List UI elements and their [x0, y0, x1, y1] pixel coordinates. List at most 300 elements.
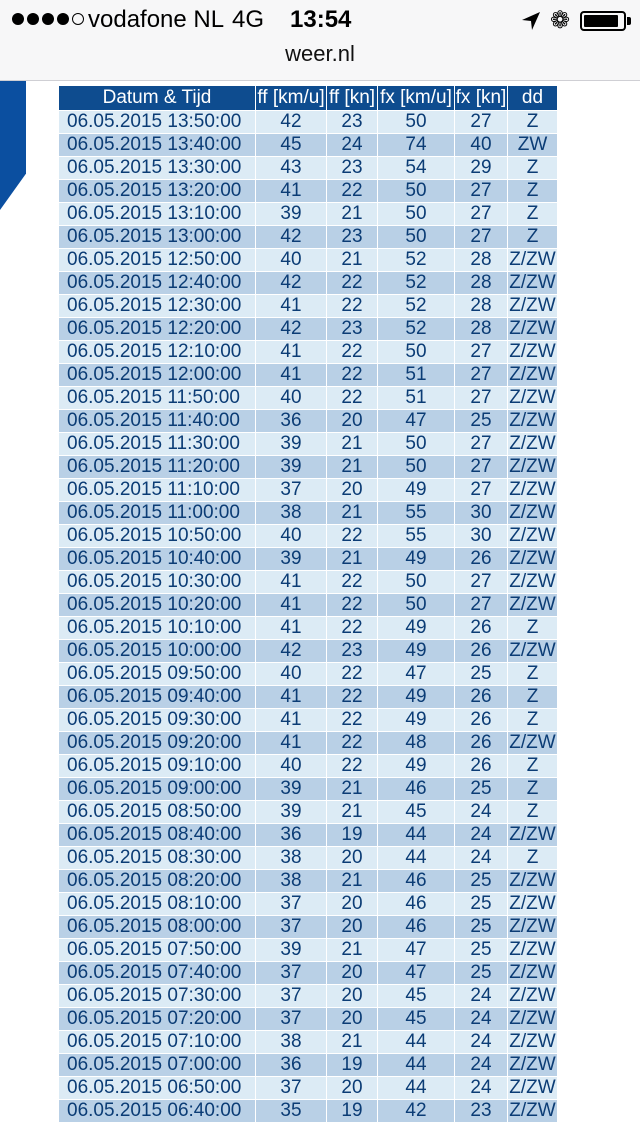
cell-direction: Z/ZW — [509, 272, 556, 293]
cell-fx-kmh: 47 — [378, 410, 455, 433]
cell-ff-kn: 20 — [327, 962, 378, 985]
cell-fx-kn: 24 — [455, 824, 508, 847]
cell-ff-kn: 23 — [327, 157, 378, 180]
cell-datetime: 06.05.2015 11:00:00 — [59, 502, 256, 525]
cell-fx-kn: 27 — [455, 226, 508, 249]
cell-datetime: 06.05.2015 13:00:00 — [59, 226, 256, 249]
cell-fx-kn: 26 — [455, 755, 508, 778]
cell-ff-kmh: 38 — [256, 870, 327, 893]
cell-ff-kmh: 40 — [256, 387, 327, 410]
cell-fx-kmh: 44 — [378, 1077, 455, 1100]
column-header-datetime: Datum & Tijd — [59, 86, 256, 111]
wind-data-table-container — [58, 85, 558, 1123]
cell-fx-kn: 24 — [455, 1031, 508, 1054]
cell-ff-kn: 22 — [327, 341, 378, 364]
network-type: 4G — [232, 6, 265, 33]
table-row — [59, 939, 558, 962]
table-row — [59, 134, 558, 157]
cell-ff-kn: 20 — [327, 410, 378, 433]
cell-fx-kn: 26 — [455, 617, 508, 640]
cell-fx-kn: 27 — [455, 594, 508, 617]
cell-direction: Z/ZW — [509, 525, 556, 546]
cell-ff-kn: 22 — [327, 272, 378, 295]
cell-direction: ZW — [508, 134, 558, 157]
signal-strength-icon — [12, 13, 84, 25]
cell-datetime: 06.05.2015 09:40:00 — [59, 686, 256, 709]
cell-fx-kn: 24 — [455, 1077, 508, 1100]
decorative-side-banner — [0, 80, 26, 210]
cell-datetime: 06.05.2015 12:50:00 — [59, 249, 256, 272]
cell-ff-kmh: 35 — [256, 1100, 327, 1123]
cell-fx-kmh: 48 — [378, 732, 455, 755]
cell-ff-kn: 22 — [327, 525, 378, 548]
cell-fx-kmh: 45 — [378, 1008, 455, 1031]
cell-datetime: 06.05.2015 12:10:00 — [59, 341, 256, 364]
cell-fx-kn: 24 — [455, 1008, 508, 1031]
cell-fx-kn: 27 — [455, 456, 508, 479]
cell-fx-kmh: 54 — [378, 157, 455, 180]
table-row — [59, 663, 558, 686]
cell-datetime: 06.05.2015 13:10:00 — [59, 203, 256, 226]
cell-ff-kmh: 41 — [256, 686, 327, 709]
cell-ff-kn: 22 — [327, 732, 378, 755]
table-row — [59, 249, 558, 272]
cell-datetime: 06.05.2015 09:30:00 — [59, 709, 256, 732]
cell-fx-kmh: 50 — [378, 226, 455, 249]
cell-datetime: 06.05.2015 11:40:00 — [59, 410, 256, 433]
cell-ff-kmh: 45 — [256, 134, 327, 157]
cell-fx-kmh: 49 — [378, 686, 455, 709]
cell-direction: Z — [508, 111, 558, 134]
cell-datetime: 06.05.2015 10:10:00 — [59, 617, 256, 640]
cell-fx-kmh: 50 — [378, 571, 455, 594]
cell-datetime: 06.05.2015 07:00:00 — [59, 1054, 256, 1077]
cell-datetime: 06.05.2015 10:40:00 — [59, 548, 256, 571]
cell-ff-kmh: 41 — [256, 341, 327, 364]
cell-ff-kn: 24 — [327, 134, 378, 157]
cell-fx-kn: 27 — [455, 341, 508, 364]
cell-direction: Z/ZW — [509, 893, 556, 914]
cell-ff-kn: 21 — [327, 433, 378, 456]
cell-datetime: 06.05.2015 11:10:00 — [59, 479, 256, 502]
cell-fx-kn: 26 — [455, 640, 508, 663]
cell-fx-kn: 25 — [455, 663, 508, 686]
cell-direction: Z/ZW — [509, 295, 556, 316]
cell-ff-kmh: 38 — [256, 502, 327, 525]
table-row — [59, 180, 558, 203]
table-row — [59, 1031, 558, 1054]
cell-direction: Z — [508, 617, 558, 640]
cell-fx-kn: 28 — [455, 272, 508, 295]
cell-fx-kmh: 44 — [378, 847, 455, 870]
table-row — [59, 824, 558, 847]
cell-direction: Z/ZW — [509, 1031, 556, 1052]
cell-ff-kmh: 41 — [256, 709, 327, 732]
cell-fx-kmh: 50 — [378, 341, 455, 364]
cell-fx-kn: 23 — [455, 1100, 508, 1123]
table-row — [59, 433, 558, 456]
cell-direction: Z/ZW — [509, 1100, 556, 1121]
cell-ff-kmh: 37 — [256, 479, 327, 502]
cell-datetime: 06.05.2015 13:50:00 — [59, 111, 256, 134]
cell-fx-kn: 30 — [455, 525, 508, 548]
cell-ff-kmh: 36 — [256, 824, 327, 847]
table-row — [59, 548, 558, 571]
table-row — [59, 640, 558, 663]
cell-ff-kn: 22 — [327, 709, 378, 732]
browser-top-bar — [0, 0, 640, 81]
cell-ff-kmh: 39 — [256, 433, 327, 456]
table-row — [59, 594, 558, 617]
status-time: 13:54 — [290, 6, 352, 33]
cell-fx-kn: 24 — [455, 985, 508, 1008]
cell-direction: Z/ZW — [509, 939, 556, 960]
cell-direction: Z — [508, 203, 558, 226]
cell-fx-kn: 28 — [455, 318, 508, 341]
signal-dot — [42, 13, 54, 25]
table-row — [59, 893, 558, 916]
cell-fx-kn: 28 — [455, 249, 508, 272]
cell-ff-kn: 21 — [327, 939, 378, 962]
cell-datetime: 06.05.2015 09:00:00 — [59, 778, 256, 801]
cell-ff-kmh: 42 — [256, 111, 327, 134]
cell-direction: Z/ZW — [509, 318, 556, 339]
cell-direction: Z/ZW — [509, 640, 556, 661]
cell-fx-kmh: 44 — [378, 1031, 455, 1054]
cell-direction: Z/ZW — [509, 502, 556, 523]
cell-datetime: 06.05.2015 08:40:00 — [59, 824, 256, 847]
cell-fx-kmh: 46 — [378, 778, 455, 801]
cell-ff-kmh: 37 — [256, 1077, 327, 1100]
cell-direction: Z/ZW — [509, 456, 556, 477]
table-row — [59, 962, 558, 985]
cell-ff-kmh: 37 — [256, 916, 327, 939]
cell-ff-kn: 23 — [327, 111, 378, 134]
table-row — [59, 1008, 558, 1031]
cell-ff-kn: 22 — [327, 755, 378, 778]
battery-tip — [627, 17, 631, 25]
cell-fx-kmh: 46 — [378, 893, 455, 916]
cell-ff-kmh: 40 — [256, 755, 327, 778]
cell-fx-kmh: 49 — [378, 709, 455, 732]
cell-fx-kn: 30 — [455, 502, 508, 525]
cell-fx-kn: 27 — [455, 111, 508, 134]
cell-ff-kn: 22 — [327, 663, 378, 686]
cell-datetime: 06.05.2015 08:50:00 — [59, 801, 256, 824]
table-row — [59, 272, 558, 295]
cell-datetime: 06.05.2015 09:50:00 — [59, 663, 256, 686]
table-row — [59, 709, 558, 732]
cell-fx-kn: 24 — [455, 801, 508, 824]
cell-fx-kn: 25 — [455, 939, 508, 962]
cell-direction: Z/ZW — [509, 985, 556, 1006]
cell-ff-kn: 22 — [327, 387, 378, 410]
cell-fx-kn: 27 — [455, 180, 508, 203]
cell-ff-kn: 22 — [327, 594, 378, 617]
cell-direction: Z — [508, 778, 558, 801]
cell-direction: Z — [508, 663, 558, 686]
table-row — [59, 686, 558, 709]
cell-fx-kmh: 55 — [378, 525, 455, 548]
cell-ff-kn: 19 — [327, 1054, 378, 1077]
table-row — [59, 157, 558, 180]
cell-ff-kn: 21 — [327, 870, 378, 893]
cell-direction: Z/ZW — [509, 387, 556, 408]
table-row — [59, 571, 558, 594]
cell-ff-kmh: 40 — [256, 663, 327, 686]
cell-datetime: 06.05.2015 13:30:00 — [59, 157, 256, 180]
cell-direction: Z/ZW — [509, 1077, 556, 1098]
table-row — [59, 732, 558, 755]
cell-datetime: 06.05.2015 11:50:00 — [59, 387, 256, 410]
table-row — [59, 1054, 558, 1077]
cell-ff-kmh: 39 — [256, 548, 327, 571]
cell-datetime: 06.05.2015 13:20:00 — [59, 180, 256, 203]
cell-fx-kmh: 50 — [378, 180, 455, 203]
location-arrow-icon — [520, 10, 542, 32]
table-row — [59, 1100, 558, 1123]
cell-ff-kn: 22 — [327, 180, 378, 203]
cell-fx-kmh: 49 — [378, 617, 455, 640]
cell-fx-kn: 27 — [455, 571, 508, 594]
cell-fx-kmh: 52 — [378, 318, 455, 341]
cell-ff-kmh: 39 — [256, 778, 327, 801]
signal-dot — [57, 13, 69, 25]
cell-ff-kn: 23 — [327, 640, 378, 663]
cell-direction: Z — [508, 686, 558, 709]
column-header-direction: dd — [508, 86, 558, 111]
cell-ff-kn: 20 — [327, 985, 378, 1008]
column-header-fx-kmh: fx [km/u] — [378, 86, 455, 111]
cell-fx-kn: 25 — [455, 962, 508, 985]
cell-fx-kn: 25 — [455, 778, 508, 801]
cell-ff-kmh: 43 — [256, 157, 327, 180]
url-bar[interactable]: weer.nl — [285, 41, 355, 66]
cell-fx-kmh: 45 — [378, 985, 455, 1008]
cell-fx-kmh: 50 — [378, 594, 455, 617]
status-bar — [0, 0, 640, 40]
cell-datetime: 06.05.2015 07:20:00 — [59, 1008, 256, 1031]
cell-ff-kn: 20 — [327, 479, 378, 502]
cell-fx-kmh: 44 — [378, 1054, 455, 1077]
cell-fx-kmh: 47 — [378, 939, 455, 962]
cell-ff-kmh: 39 — [256, 456, 327, 479]
cell-datetime: 06.05.2015 08:30:00 — [59, 847, 256, 870]
cell-ff-kmh: 42 — [256, 272, 327, 295]
cell-direction: Z — [508, 709, 558, 732]
wind-data-table — [58, 85, 558, 1123]
cell-ff-kmh: 39 — [256, 939, 327, 962]
cell-ff-kn: 23 — [327, 318, 378, 341]
cell-fx-kn: 26 — [455, 548, 508, 571]
cell-direction: Z — [508, 180, 558, 203]
cell-fx-kn: 29 — [455, 157, 508, 180]
table-row — [59, 502, 558, 525]
cell-fx-kmh: 74 — [378, 134, 455, 157]
cell-datetime: 06.05.2015 09:10:00 — [59, 755, 256, 778]
cell-ff-kn: 21 — [327, 203, 378, 226]
cell-fx-kmh: 47 — [378, 663, 455, 686]
cell-ff-kmh: 37 — [256, 985, 327, 1008]
cell-fx-kn: 28 — [455, 295, 508, 318]
cell-datetime: 06.05.2015 07:10:00 — [59, 1031, 256, 1054]
cell-ff-kn: 21 — [327, 502, 378, 525]
column-header-ff-kn: ff [kn] — [327, 86, 378, 111]
table-row — [59, 801, 558, 824]
cell-ff-kmh: 42 — [256, 318, 327, 341]
table-row — [59, 410, 558, 433]
signal-dot — [27, 13, 39, 25]
cell-direction: Z/ZW — [509, 1054, 556, 1075]
table-row — [59, 985, 558, 1008]
cell-fx-kmh: 49 — [378, 755, 455, 778]
cell-ff-kmh: 39 — [256, 203, 327, 226]
cell-direction: Z/ZW — [509, 410, 556, 431]
cell-ff-kn: 22 — [327, 364, 378, 387]
cell-ff-kn: 23 — [327, 226, 378, 249]
table-row — [59, 318, 558, 341]
cell-direction: Z — [508, 755, 558, 778]
cell-direction: Z/ZW — [509, 571, 556, 592]
cell-ff-kmh: 38 — [256, 847, 327, 870]
cell-datetime: 06.05.2015 10:30:00 — [59, 571, 256, 594]
signal-dot — [12, 13, 24, 25]
cell-direction: Z/ZW — [509, 824, 556, 845]
cell-ff-kn: 21 — [327, 456, 378, 479]
cell-datetime: 06.05.2015 08:00:00 — [59, 916, 256, 939]
table-row — [59, 364, 558, 387]
table-row — [59, 341, 558, 364]
cell-ff-kmh: 37 — [256, 1008, 327, 1031]
table-row — [59, 295, 558, 318]
cell-datetime: 06.05.2015 08:20:00 — [59, 870, 256, 893]
table-row — [59, 1077, 558, 1100]
cell-fx-kmh: 52 — [378, 249, 455, 272]
cell-ff-kmh: 41 — [256, 594, 327, 617]
cell-ff-kmh: 41 — [256, 364, 327, 387]
cell-datetime: 06.05.2015 11:30:00 — [59, 433, 256, 456]
cell-ff-kmh: 41 — [256, 732, 327, 755]
table-header-row — [59, 86, 558, 111]
cell-direction: Z — [508, 157, 558, 180]
cell-fx-kn: 24 — [455, 847, 508, 870]
cell-ff-kmh: 40 — [256, 525, 327, 548]
table-row — [59, 847, 558, 870]
cell-direction: Z/ZW — [509, 916, 556, 937]
cell-ff-kmh: 38 — [256, 1031, 327, 1054]
cell-ff-kmh: 39 — [256, 801, 327, 824]
cell-direction: Z/ZW — [509, 364, 556, 385]
cell-fx-kn: 27 — [455, 433, 508, 456]
cell-ff-kmh: 41 — [256, 180, 327, 203]
cell-fx-kn: 26 — [455, 732, 508, 755]
table-row — [59, 111, 558, 134]
cell-ff-kmh: 42 — [256, 226, 327, 249]
table-row — [59, 778, 558, 801]
cell-ff-kn: 21 — [327, 801, 378, 824]
battery-level — [584, 15, 618, 27]
cell-fx-kn: 27 — [455, 364, 508, 387]
table-row — [59, 525, 558, 548]
cell-datetime: 06.05.2015 08:10:00 — [59, 893, 256, 916]
bluetooth-icon: ❁ — [550, 7, 571, 34]
cell-ff-kn: 21 — [327, 548, 378, 571]
cell-datetime: 06.05.2015 06:40:00 — [59, 1100, 256, 1123]
cell-fx-kmh: 50 — [378, 433, 455, 456]
signal-dot — [72, 13, 84, 25]
cell-datetime: 06.05.2015 10:20:00 — [59, 594, 256, 617]
cell-ff-kmh: 42 — [256, 640, 327, 663]
table-body — [59, 111, 558, 1123]
cell-fx-kn: 25 — [455, 916, 508, 939]
cell-direction: Z/ZW — [509, 479, 556, 500]
table-row — [59, 916, 558, 939]
table-row — [59, 387, 558, 410]
cell-ff-kmh: 40 — [256, 249, 327, 272]
cell-datetime: 06.05.2015 11:20:00 — [59, 456, 256, 479]
column-header-ff-kmh: ff [km/u] — [256, 86, 327, 111]
cell-ff-kn: 22 — [327, 295, 378, 318]
cell-direction: Z/ZW — [509, 870, 556, 891]
cell-fx-kmh: 45 — [378, 801, 455, 824]
cell-ff-kn: 20 — [327, 1077, 378, 1100]
cell-datetime: 06.05.2015 07:50:00 — [59, 939, 256, 962]
cell-ff-kn: 22 — [327, 571, 378, 594]
table-row — [59, 479, 558, 502]
cell-fx-kmh: 42 — [378, 1100, 455, 1123]
cell-fx-kn: 25 — [455, 893, 508, 916]
cell-datetime: 06.05.2015 07:40:00 — [59, 962, 256, 985]
cell-datetime: 06.05.2015 12:30:00 — [59, 295, 256, 318]
cell-fx-kmh: 50 — [378, 203, 455, 226]
table-row — [59, 617, 558, 640]
cell-fx-kmh: 50 — [378, 111, 455, 134]
cell-fx-kmh: 47 — [378, 962, 455, 985]
cell-ff-kmh: 36 — [256, 1054, 327, 1077]
cell-direction: Z/ZW — [509, 962, 556, 983]
cell-fx-kn: 25 — [455, 410, 508, 433]
cell-fx-kn: 27 — [455, 203, 508, 226]
column-header-fx-kn: fx [kn] — [455, 86, 508, 111]
battery-icon — [580, 11, 626, 31]
cell-fx-kn: 24 — [455, 1054, 508, 1077]
table-row — [59, 203, 558, 226]
cell-fx-kmh: 46 — [378, 916, 455, 939]
cell-direction: Z/ZW — [509, 341, 556, 362]
cell-direction: Z/ZW — [509, 1008, 556, 1029]
cell-direction: Z/ZW — [509, 249, 556, 270]
cell-ff-kn: 21 — [327, 1031, 378, 1054]
cell-ff-kmh: 37 — [256, 893, 327, 916]
table-row — [59, 870, 558, 893]
cell-ff-kn: 21 — [327, 249, 378, 272]
cell-datetime: 06.05.2015 12:40:00 — [59, 272, 256, 295]
cell-direction: Z/ZW — [509, 548, 556, 569]
table-row — [59, 456, 558, 479]
cell-direction: Z/ZW — [509, 732, 556, 753]
cell-ff-kn: 22 — [327, 686, 378, 709]
cell-fx-kmh: 44 — [378, 824, 455, 847]
cell-datetime: 06.05.2015 10:50:00 — [59, 525, 256, 548]
cell-datetime: 06.05.2015 12:00:00 — [59, 364, 256, 387]
cell-datetime: 06.05.2015 07:30:00 — [59, 985, 256, 1008]
cell-fx-kn: 27 — [455, 479, 508, 502]
cell-ff-kn: 19 — [327, 824, 378, 847]
cell-ff-kn: 20 — [327, 916, 378, 939]
cell-ff-kn: 20 — [327, 893, 378, 916]
cell-direction: Z — [508, 847, 558, 870]
cell-ff-kn: 20 — [327, 1008, 378, 1031]
